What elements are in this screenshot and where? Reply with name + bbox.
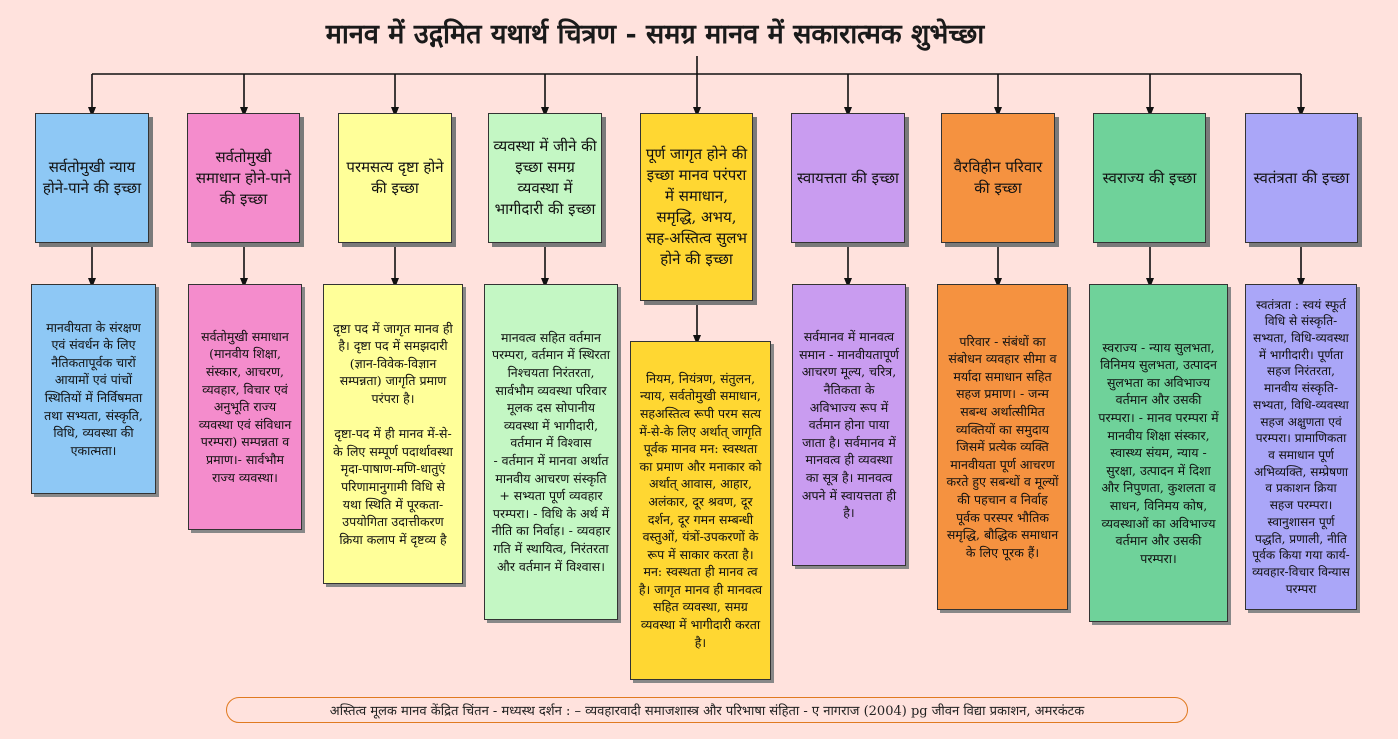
wish-heading-box-1: सर्वतोमुखी न्याय होने-पाने की इच्छा	[35, 113, 149, 243]
description-box-6: सर्वमानव में मानवत्व समान - मानवीयतापूर्ण आचरण मूल्य, चरित्र, नैतिकता के अविभाज्य रूप में वर्तमान होना पाया जाता है। सर्वमानव में मानवत्व ही व्यवस्था का सूत्र है। मानवत्व अपने में स्वायत्तता ही है।	[792, 284, 906, 566]
description-box-3: दृष्टा पद में जागृत मानव ही है। दृष्टा पद में समझदारी (ज्ञान-विवेक-विज्ञान सम्पन्नता) जागृति प्रमाण परंपरा है। दृष्टा-पद में ही मानव में-से-के लिए सम्पूर्ण पदार्थावस्था मृदा-पाषाण-मणि-धातुएं परिणामानुगामी विधि से यथा स्थिति में पूरकता-उपयोगिता उदात्तीकरण क्रिया कलाप में दृष्टव्य है	[323, 284, 463, 584]
description-box-4: मानवत्व सहित वर्तमान परम्परा, वर्तमान में स्थिरता निश्चयता निरंतरता, सार्वभौम व्यवस्था परिवार मूलक दस सोपानीय व्यवस्था में भागीदारी, वर्तमान में विश्वास - वर्तमान में मानवा अर्थात मानवीय आचरण संस्कृति + सभ्यता पूर्ण व्यवहार परम्परा। - विधि के अर्थ में नीति का निर्वाह। - व्यवहार गति में स्थायित्व, निरंतरता और वर्तमान में विश्वास।	[484, 284, 618, 620]
wish-heading-box-3: परमसत्य दृष्टा होने की इच्छा	[338, 113, 452, 243]
wish-heading-box-9: स्वतंत्रता की इच्छा	[1245, 113, 1358, 243]
wish-heading-box-4: व्यवस्था में जीने की इच्छा समग्र व्यवस्था में भागीदारी की इच्छा	[488, 113, 602, 243]
description-box-8: स्वराज्य - न्याय सुलभता, विनिमय सुलभता, उत्पादन सुलभता का अविभाज्य वर्तमान और उसकी परम्परा। - मानव परम्परा में मानवीय शिक्षा संस्कार, स्वास्थ्य संयम, न्याय - सुरक्षा, उत्पादन में दिशा और निपुणता, कुशलता व साधन, विनिमय कोष, व्यवस्थाओं का अविभाज्य वर्तमान और उसकी परम्परा।	[1089, 284, 1228, 622]
description-box-9: स्वतंत्रता : स्वयं स्फूर्त विधि से संस्कृति-सभ्यता, विधि-व्यवस्था में भागीदारी। पूर्णता सहज निरंतरता, मानवीय संस्कृति-सभ्यता, विधि-व्यवस्था सहज अक्षुणता एवं परम्परा। प्रामाणिकता व समाधान पूर्ण अभिव्यक्ति, सम्प्रेषणा व प्रकाशन क्रिया सहज परम्परा। स्वानुशासन पूर्ण पद्धति, प्रणाली, नीति पूर्वक किया गया कार्य-व्यवहार-विचार विन्यास परम्परा	[1245, 284, 1357, 610]
description-box-2: सर्वतोमुखी समाधान (मानवीय शिक्षा, संस्कार, आचरण, व्यवहार, विचार एवं अनुभूति राज्य व्यवस्था एवं संविधान परम्परा) सम्पन्नता व प्रमाण।- सार्वभौम राज्य व्यवस्था।	[188, 284, 302, 530]
wish-heading-box-8: स्वराज्य की इच्छा	[1093, 113, 1206, 243]
description-box-1: मानवीयता के संरक्षण एवं संवर्धन के लिए नैतिकतापूर्वक चारों आयामों एवं पांचों स्थितियों में निर्विषमता तथा सभ्यता, संस्कृति, विधि, व्यवस्था की एकात्मता।	[31, 284, 156, 494]
wish-heading-box-2: सर्वतोमुखी समाधान होने-पाने की इच्छा	[187, 113, 300, 243]
description-box-7: परिवार - संबंधों का संबोधन व्यवहार सीमा व मर्यादा समाधान सहित सहज प्रमाण। - जन्म सबन्ध अर्थात्सीमित व्यक्तियों का समुदाय जिसमें प्रत्येक व्यक्ति मानवीयता पूर्ण आचरण करते हुए सबन्धों व मूल्यों की पहचान व निर्वाह पूर्वक परस्पर भौतिक समृद्धि, बौद्धिक समाधान के लिए पूरक हैं।	[937, 284, 1068, 610]
diagram-title: मानव में उद्गमित यथार्थ चित्रण - समग्र मानव में सकारात्मक शुभेच्छा	[325, 19, 985, 50]
wish-heading-box-5: पूर्ण जागृत होने की इच्छा मानव परंपरा में समाधान, समृद्धि, अभय, सह-अस्तित्व सुलभ होने की इच्छा	[640, 113, 753, 301]
wish-heading-box-6: स्वायत्तता की इच्छा	[791, 113, 905, 243]
wish-heading-box-7: वैरविहीन परिवार की इच्छा	[941, 113, 1055, 243]
description-box-5: नियम, नियंत्रण, संतुलन, न्याय, सर्वतोमुखी समाधान, सहअस्तित्व रूपी परम सत्य में-से-के लिए अर्थात् जागृति पूर्वक मानव मन: स्वस्थता का प्रमाण और मनाकार को अर्थात् आवास, आहार, अलंकार, दूर श्रवण, दूर दर्शन, दूर गमन सम्बन्धी वस्तुओं, यंत्रों-उपकरणों के रूप में साकार करता है। मन: स्वस्थता ही मानव त्व है। जागृत मानव ही मानवत्व सहित व्यवस्था, समग्र व्यवस्था में भागीदारी करता है।	[630, 341, 771, 680]
source-citation: अस्तित्व मूलक मानव केंद्रित चिंतन - मध्यस्थ दर्शन : – व्यवहारवादी समाजशास्त्र और परिभाषा संहिता - ए नागराज (2004) pg जीवन विद्या प्रकाशन, अमरकंटक	[226, 697, 1188, 723]
